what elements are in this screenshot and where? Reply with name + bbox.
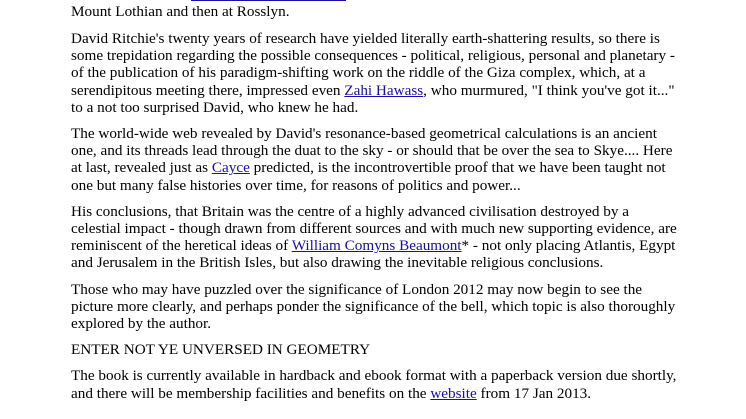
william-comyns-beaumont-link[interactable]: William Comyns Beaumont [291,237,462,255]
paragraph-web-text-b: predicted, is the incontrovertible proof that we have been taught not one but many false histories over time, for reasons of politics and power... [71,159,666,194]
paragraph-web-text-a: The world-wide web revealed by David's resonance-based geometrical calculations is an ancient one, and its threads lead through the duat to the sky - or should that be over the sea to Skye.... Here at last, revealed just as [71,125,673,177]
paragraph-availability-text-a: The book is currently available in hardback and ebook format with a paperback version due shortly, and there will be membership facilities and benefits on the [71,367,677,402]
intro-paragraph-fragment [71,0,681,20]
article-body [71,0,681,411]
geometry-heading: ENTER NOT YE UNVERSED IN GEOMETRY [71,341,371,359]
intro-line-2: Mount Lothian and then at Rosslyn. [71,3,290,20]
paragraph-web [71,125,681,194]
intro-link-cut-off[interactable] [191,0,346,1]
paragraph-availability [71,367,681,401]
paragraph-giza-text-a: David Ritchie's twenty years of research have yielded literally earth-shattering results, so there is some trepidation regarding the possible consequences - political, religious, personal and planetary - of the publication of his paradigm-shifting work on the riddle of the Giza complex, which, at a serendipitous meeting there, impressed even [71,30,675,99]
paragraph-britain-text-b: * - not only placing Atlantis, Egypt and Jerusalem in the British Isles, but also drawing the inevitable religious conclusions. [71,237,676,272]
zahi-hawass-link[interactable]: Zahi Hawass [344,81,424,99]
paragraph-giza [71,30,681,116]
paragraph-giza-text-b: , who murmured, "I think you've got it..." to a not too surprised David, who knew he had. [71,81,675,116]
paragraph-britain [71,203,681,272]
cayce-link[interactable]: Cayce [211,159,250,177]
paragraph-availability-text-b: from 17 Jan 2013. [476,384,592,402]
paragraph-britain-text-a: His conclusions, that Britain was the centre of a highly advanced civilisation destroyed by a celestial impact - though drawn from different sources and with much new supporting evidence, are reminiscent of the heretical ideas of [71,202,677,255]
paragraph-london: Those who may have puzzled over the significance of London 2012 may now begin to see the picture more clearly, and perhaps ponder the significance of the bell, which topic is also thoroughly explored by the author. [71,280,676,333]
website-link[interactable]: website [430,384,477,402]
